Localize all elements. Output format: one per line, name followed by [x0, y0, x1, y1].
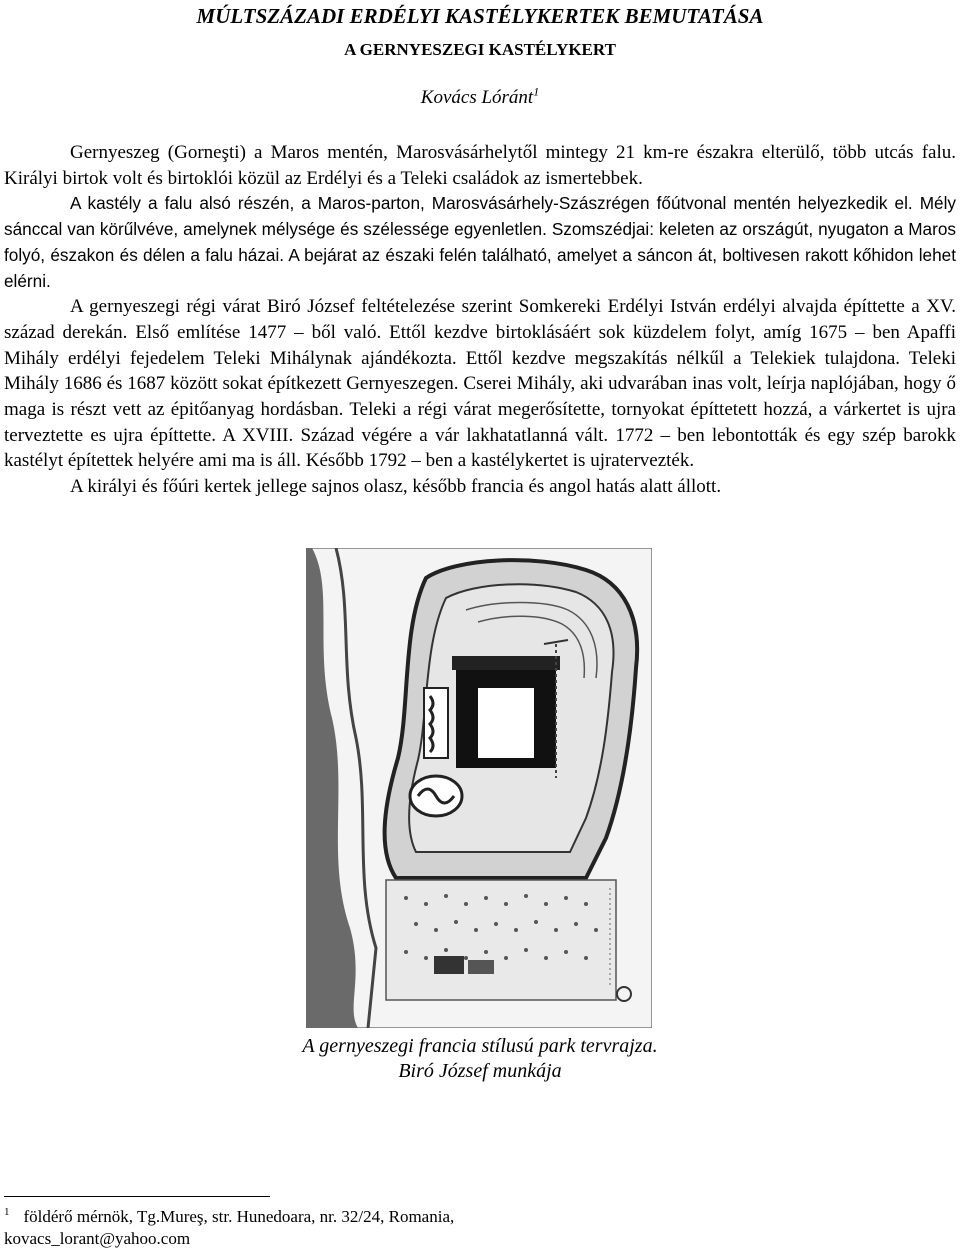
- paragraph-intro: Gernyeszeg (Gorneşti) a Maros mentén, Marosvásárhelytől mintegy 21 km-re északra elterülő, több utcás falu. Királyi birtok volt és birtoklói közül az Erdélyi és a Teleki családok az ismertebbek.: [4, 142, 956, 189]
- paragraph-history: A gernyeszegi régi várat Biró József feltételezése szerint Somkereki Erdélyi István erdélyi alvajda építtette a XV. század derekán. Első említése 1477 – ből való. Ettől kezdve birtoklásáért sok küzdelem folyt, amíg 1675 – ben Apaffi Mihály erdélyi fejedelem Teleki Mihálynak ajándékozta. Ettől kezdve megszakítás nélkűl a Telekiek tulajdona. Teleki Mihály 1686 és 1687 között sokat építkezett Gernyeszegen. Cserei Mihály, aki udvarában inas volt, leírja naplójában, hogy ő maga is részt vett az épitőanyag hordásban. Teleki a régi várat megerősítette, tornyokat építtetett hozzá, a várkertet is ujra terveztette es ujra építtette. A XVIII. Század végére a vár lakhatatlanná vált. 1772 – ben lebontották és egy szép barokk kastélyt építettek helyére ami ma is áll. Később 1792 – ben a kastélykertet is ujratervezték.: [4, 296, 956, 472]
- paragraph-garden-style: A királyi és főúri kertek jellege sajnos olasz, később francia és angol hatás alatt állott.: [70, 476, 722, 498]
- figure-caption-author: Biró József munkája: [398, 1060, 562, 1082]
- document-subtitle: A GERNYESZEGI KASTÉLYKERT: [344, 40, 616, 59]
- author-footnote-marker: 1: [533, 84, 540, 99]
- footnote-affiliation: földérő mérnök, Tg.Mureş, str. Hunedoara, nr. 32/24, Romania,: [23, 1207, 455, 1226]
- body-text: [4, 140, 956, 500]
- footnote-line-1: [4, 1206, 454, 1228]
- park-plan-figure: [306, 548, 652, 1028]
- paragraph-location: A kastély a falu alsó részén, a Maros-parton, Marosvásárhely-Szászrégen főútvonal mentén helyezkedik el. Mély sánccal van körűlvéve, amelynek mélysége és szélessége egyenletlen. Szomszédjai: keleten az országút, nyugaton a Maros folyó, északon és délen a falu házai. A bejárat az északi felén található, amelyet a sáncon át, boltivesen rakott kőhidon lehet elérni.: [4, 193, 956, 291]
- document-title: MÚLTSZÁZADI ERDÉLYI KASTÉLYKERTEK BEMUTATÁSA: [196, 4, 764, 28]
- footnote: [4, 1206, 454, 1250]
- author-name: Kovács Lóránt: [420, 87, 534, 108]
- author-line: [0, 84, 960, 109]
- footnote-number: 1: [4, 1206, 10, 1219]
- footnote-email: kovacs_lorant@yahoo.com: [4, 1229, 191, 1248]
- figure-caption-title: A gernyeszegi francia stílusú park tervrajza.: [302, 1035, 658, 1057]
- footnote-divider: [4, 1196, 270, 1197]
